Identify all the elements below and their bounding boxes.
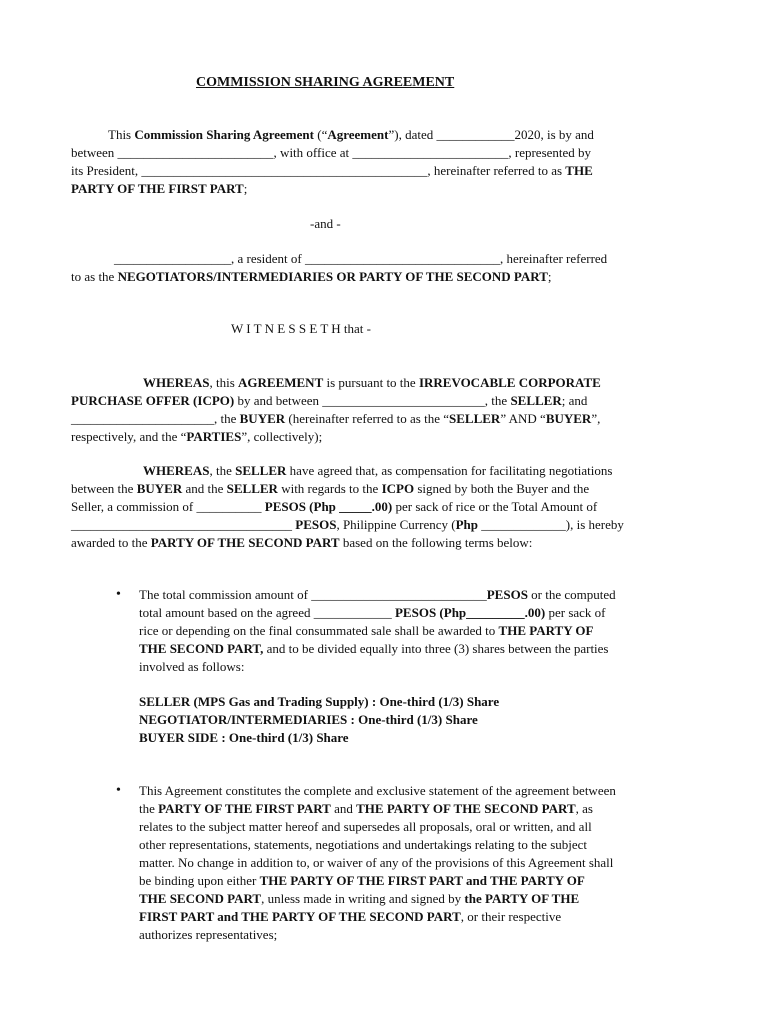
text-run: This: [108, 127, 135, 142]
text-run: awarded to the: [71, 535, 151, 550]
text-run: Agreement: [327, 127, 389, 142]
text-run: have agreed that, as compensation for facilitating negotiations: [286, 463, 613, 478]
whereas2-line-5: [71, 535, 532, 551]
intro-line-1: [108, 127, 594, 143]
text-run: based on the following terms below:: [339, 535, 533, 550]
text-run: THE PARTY OF THE SECOND PART: [356, 801, 576, 816]
text-run: PESOS: [486, 587, 528, 602]
text-run: THE SECOND PART,: [139, 641, 264, 656]
witnesseth-heading: W I T N E S S E T H that -: [231, 321, 371, 336]
text-run: and to be divided equally into three (3) shares between the parties: [263, 641, 609, 656]
whereas2-line-2: [71, 481, 589, 497]
text-run: FIRST PART and THE PARTY OF THE SECOND PART: [139, 909, 461, 924]
bullet-2-dot: •: [116, 783, 121, 798]
text-run: ”, collectively);: [241, 429, 323, 444]
text-run: PARTY OF THE FIRST PART: [158, 801, 331, 816]
text-run: signed by both the Buyer and the: [414, 481, 590, 496]
text-run: ”,: [591, 411, 601, 426]
text-run: per sack of rice or the Total Amount of: [392, 499, 598, 514]
text-run: with regards to the: [277, 481, 382, 496]
text-run: WHEREAS: [143, 463, 210, 478]
text-run: SELLER: [235, 463, 287, 478]
text-run: PESOS (Php_________.00): [394, 605, 546, 620]
text-run: IRREVOCABLE CORPORATE: [418, 375, 601, 390]
intro-line-4: [71, 181, 247, 197]
bullet-1-dot: •: [116, 587, 121, 602]
second-party-line-1: [114, 251, 607, 267]
bullet-2-line-8: [139, 909, 561, 925]
text-run: Php: [455, 517, 478, 532]
text-run: ;: [243, 181, 248, 196]
text-run: PESOS (Php _____.00): [264, 499, 393, 514]
whereas1-line-3: [71, 411, 600, 427]
bullet-1-line-3: [139, 623, 593, 639]
text-run: its President, ____________________________________________, hereinafter referred to as: [71, 163, 566, 178]
whereas1-line-1: [143, 375, 601, 391]
intro-line-3: [71, 163, 593, 179]
text-run: BUYER: [545, 411, 592, 426]
bullet-2-line-7: [139, 891, 579, 907]
text-run: BUYER: [239, 411, 286, 426]
text-run: relates to the subject matter hereof and supersedes all proposals, oral or written, and all: [139, 819, 592, 834]
text-run: ; and: [561, 393, 588, 408]
and-separator: -and -: [310, 216, 341, 231]
share-seller: SELLER (MPS Gas and Trading Supply) : One-third (1/3) Share: [139, 694, 500, 709]
text-run: SELLER: [226, 481, 278, 496]
text-run: PARTY OF THE FIRST PART: [71, 181, 244, 196]
text-run: and the: [182, 481, 227, 496]
text-run: ______________________, the: [71, 411, 240, 426]
text-run: , as: [575, 801, 593, 816]
text-run: Commission Sharing Agreement: [134, 127, 314, 142]
text-run: total amount based on the agreed ____________: [139, 605, 395, 620]
text-run: NEGOTIATORS/INTERMEDIARIES OR PARTY OF THE SECOND PART: [117, 269, 548, 284]
bullet-2-line-3: [139, 819, 592, 835]
text-run: by and between _________________________, the: [234, 393, 511, 408]
text-run: SELLER: [510, 393, 562, 408]
text-run: the: [139, 801, 159, 816]
share-buyer: BUYER SIDE : One-third (1/3) Share: [139, 730, 349, 745]
bullet-2-line-6: [139, 873, 585, 889]
text-run: to as the: [71, 269, 118, 284]
text-run: other representations, statements, negotiations and undertakings relating to the subject: [139, 837, 588, 852]
text-run: PARTY OF THE SECOND PART: [150, 535, 340, 550]
text-run: __________________, a resident of ______________________________, hereinafter referred: [114, 251, 608, 266]
text-run: is pursuant to the: [323, 375, 419, 390]
text-run: THE PARTY OF: [498, 623, 594, 638]
whereas2-line-4: [71, 517, 624, 533]
bullet-2-line-1: [139, 783, 616, 799]
text-run: , this: [209, 375, 239, 390]
text-run: THE: [565, 163, 593, 178]
bullet-2-line-4: [139, 837, 587, 853]
text-run: , or their respective: [460, 909, 562, 924]
text-run: Seller, a commission of __________: [71, 499, 265, 514]
text-run: (hereinafter referred to as the “: [285, 411, 449, 426]
text-run: authorizes representatives;: [139, 927, 278, 942]
text-run: rice or depending on the final consummated sale shall be awarded to: [139, 623, 499, 638]
bullet-1-line-1: [139, 587, 616, 603]
whereas2-line-1: [143, 463, 612, 479]
text-run: respectively, and the “: [71, 429, 187, 444]
bullet-1-line-4: [139, 641, 609, 657]
share-negotiator: NEGOTIATOR/INTERMEDIARIES : One-third (1/3) Share: [139, 712, 478, 727]
bullet-1-line-5: [139, 659, 244, 675]
text-run: _____________), is hereby: [478, 517, 624, 532]
text-run: between ________________________, with office at ________________________, represented by: [71, 145, 592, 160]
bullet-2-line-9: [139, 927, 277, 943]
whereas1-line-4: [71, 429, 322, 445]
whereas1-line-2: [71, 393, 587, 409]
text-run: matter. No change in addition to, or waiver of any of the provisions of this Agreement shall: [139, 855, 614, 870]
text-run: PARTIES: [186, 429, 242, 444]
page-title: COMMISSION SHARING AGREEMENT: [196, 75, 455, 90]
text-run: , the: [209, 463, 236, 478]
text-run: per sack of: [545, 605, 606, 620]
bullet-1-line-2: [139, 605, 606, 621]
text-run: or the computed: [527, 587, 616, 602]
text-run: BUYER: [136, 481, 183, 496]
bullet-2-line-5: [139, 855, 613, 871]
text-run: SELLER: [449, 411, 501, 426]
text-run: between the: [71, 481, 137, 496]
text-run: The total commission amount of ___________________________: [139, 587, 487, 602]
text-run: THE PARTY OF THE FIRST PART and THE PARTY OF: [259, 873, 585, 888]
text-run: ICPO: [381, 481, 415, 496]
text-run: ” AND “: [500, 411, 546, 426]
text-run: __________________________________: [71, 517, 296, 532]
text-run: PESOS: [295, 517, 337, 532]
text-run: THE SECOND PART: [139, 891, 262, 906]
second-party-line-2: [71, 269, 552, 285]
intro-line-2: [71, 145, 591, 161]
text-run: AGREEMENT: [238, 375, 324, 390]
text-run: ;: [547, 269, 552, 284]
text-run: involved as follows:: [139, 659, 245, 674]
text-run: and: [330, 801, 357, 816]
text-run: PURCHASE OFFER (ICPO): [71, 393, 235, 408]
text-run: be binding upon either: [139, 873, 260, 888]
whereas2-line-3: [71, 499, 597, 515]
text-run: (“: [313, 127, 328, 142]
text-run: , Philippine Currency (: [336, 517, 456, 532]
text-run: the PARTY OF THE: [464, 891, 580, 906]
text-run: ”), dated ____________2020, is by and: [388, 127, 594, 142]
text-run: This Agreement constitutes the complete and exclusive statement of the agreement between: [139, 783, 616, 798]
text-run: WHEREAS: [143, 375, 210, 390]
bullet-2-line-2: [139, 801, 593, 817]
text-run: , unless made in writing and signed by: [261, 891, 465, 906]
